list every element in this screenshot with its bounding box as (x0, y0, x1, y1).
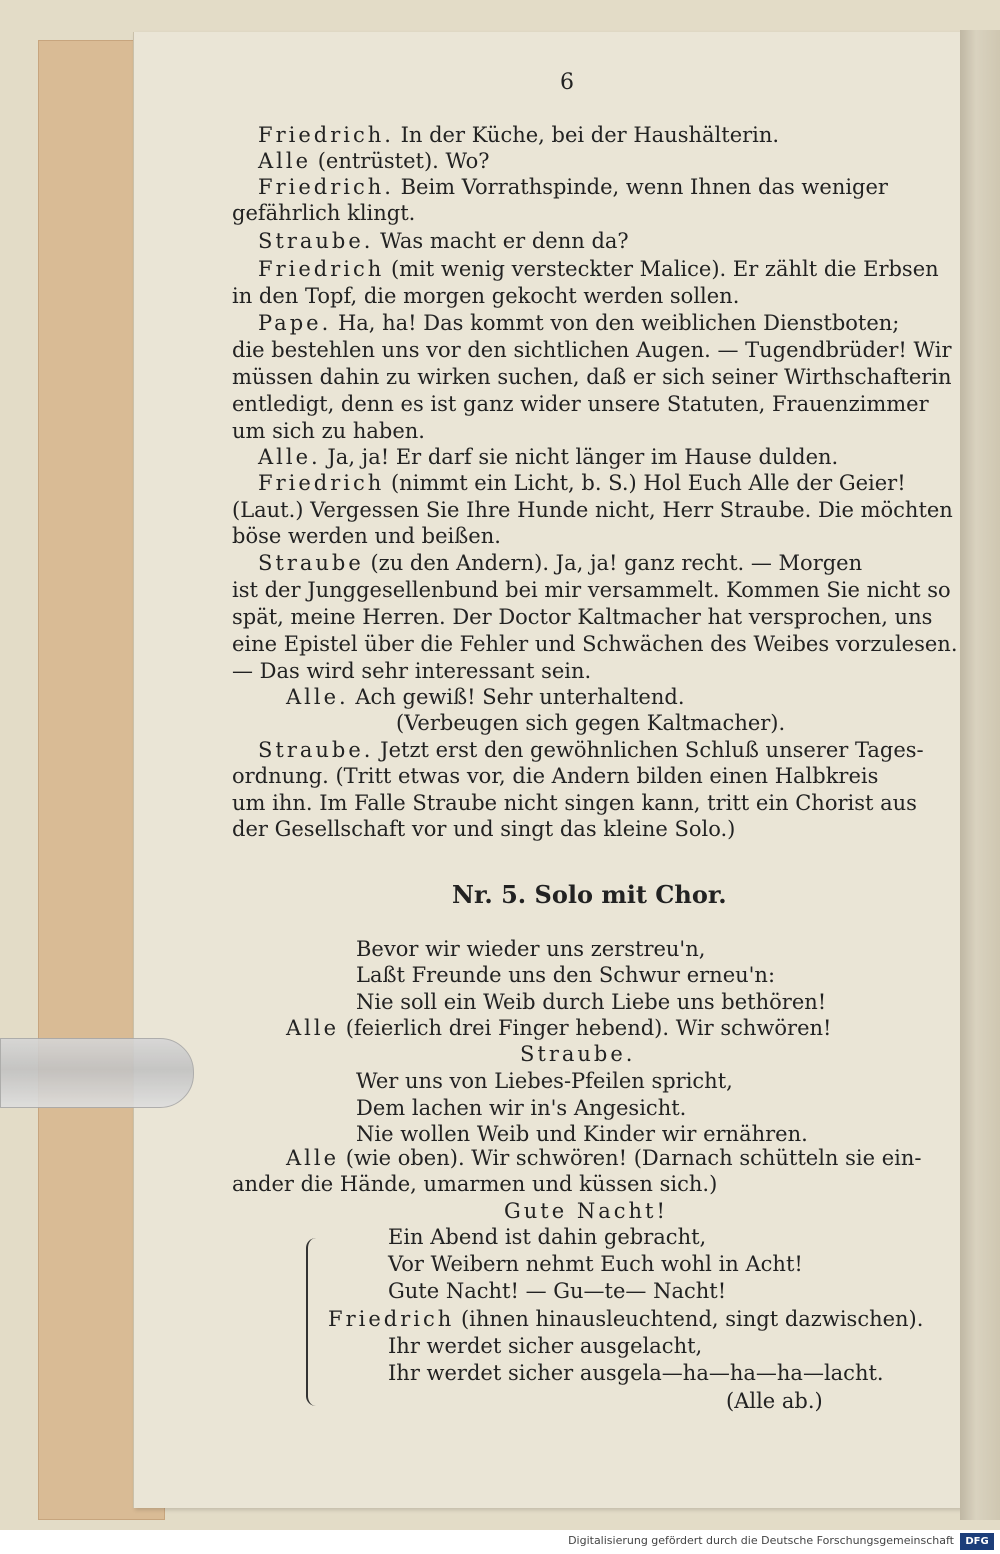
stage-direction: (Alle ab.) (726, 1389, 823, 1413)
text-line: gefährlich klingt. (232, 201, 416, 225)
verse-line: Ein Abend ist dahin gebracht, (388, 1225, 707, 1249)
verse-speaker: Gute Nacht! (504, 1199, 668, 1223)
text-line: um sich zu haben. (232, 419, 425, 443)
text-line: Friedrich. Beim Vorrathspinde, wenn Ihnen das weniger (258, 175, 888, 199)
text-line: Alle (entrüstet). Wo? (258, 149, 490, 173)
verse-line: Dem lachen wir in's Angesicht. (356, 1096, 687, 1120)
text-line: Alle. Ja, ja! Er darf sie nicht länger im Hause dulden. (258, 445, 839, 469)
text-line: ist der Junggesellenbund bei mir versammelt. Kommen Sie nicht so (232, 578, 951, 602)
brace-mark (306, 1238, 322, 1406)
text-line: ordnung. (Tritt etwas vor, die Andern bilden einen Halbkreis (232, 764, 879, 788)
text-line: Pape. Ha, ha! Das kommt von den weiblichen Dienstboten; (258, 311, 900, 335)
text-line: müssen dahin zu wirken suchen, daß er sich seiner Wirthschafterin (232, 365, 952, 389)
text-line: spät, meine Herren. Der Doctor Kaltmacher hat versprochen, uns (232, 605, 933, 629)
text-line: böse werden und beißen. (232, 524, 501, 548)
text-line: in den Topf, die morgen gekocht werden sollen. (232, 284, 740, 308)
verse-line: ander die Hände, umarmen und küssen sich.) (232, 1172, 718, 1196)
text-line: der Gesellschaft vor und singt das kleine Solo.) (232, 817, 736, 841)
verse-line: Alle (feierlich drei Finger hebend). Wir schwören! (286, 1016, 832, 1040)
text-line: Straube. Was macht er denn da? (258, 229, 629, 253)
footer-bar (0, 1530, 1000, 1554)
verse-line: Vor Weibern nehmt Euch wohl in Acht! (388, 1252, 803, 1276)
text-line: Straube (zu den Andern). Ja, ja! ganz recht. — Morgen (258, 551, 863, 575)
verse-line: Wer uns von Liebes-Pfeilen spricht, (356, 1069, 733, 1093)
verse-line: Friedrich (ihnen hinausleuchtend, singt dazwischen). (328, 1307, 924, 1331)
text-line: um ihn. Im Falle Straube nicht singen kann, tritt ein Chorist aus (232, 791, 917, 815)
verse-speaker: Straube. (520, 1042, 636, 1066)
text-line: Friedrich (mit wenig versteckter Malice). Er zählt die Erbsen (258, 257, 939, 281)
text-line: eine Epistel über die Fehler und Schwächen des Weibes vorzulesen. (232, 632, 958, 656)
verse-line: Ihr werdet sicher ausgela—ha—ha—ha—lacht. (388, 1361, 884, 1385)
verse-line: Nie wollen Weib und Kinder wir ernähren. (356, 1122, 808, 1146)
verse-line: Bevor wir wieder uns zerstreu'n, (356, 937, 706, 961)
text-line: (Verbeugen sich gegen Kaltmacher). (396, 711, 786, 735)
text-line: Friedrich (nimmt ein Licht, b. S.) Hol Euch Alle der Geier! (258, 471, 906, 495)
verse-line: Gute Nacht! — Gu—te— Nacht! (388, 1279, 727, 1303)
section-heading: Nr. 5. Solo mit Chor. (452, 880, 727, 909)
verse-line: Alle (wie oben). Wir schwören! (Darnach schütteln sie ein- (286, 1146, 922, 1170)
text-line: (Laut.) Vergessen Sie Ihre Hunde nicht, Herr Straube. Die möchten (232, 498, 953, 522)
verse-line: Ihr werdet sicher ausgelacht, (388, 1334, 703, 1358)
text-line: — Das wird sehr interessant sein. (232, 659, 592, 683)
dfg-logo: DFG (960, 1533, 994, 1550)
text-line: Friedrich. In der Küche, bei der Haushälterin. (258, 123, 780, 147)
verse-line: Laßt Freunde uns den Schwur erneu'n: (356, 963, 776, 987)
text-line: die bestehlen uns vor den sichtlichen Augen. — Tugendbrüder! Wir (232, 338, 952, 362)
page-number: 6 (560, 70, 574, 95)
text-line: Straube. Jetzt erst den gewöhnlichen Schluß unserer Tages- (258, 738, 924, 762)
footer-credit: Digitalisierung gefördert durch die Deutsche Forschungsgemeinschaft (568, 1534, 954, 1547)
text-line: Alle. Ach gewiß! Sehr unterhaltend. (286, 685, 685, 709)
text-line: entledigt, denn es ist ganz wider unsere Statuten, Frauenzimmer (232, 392, 929, 416)
scan-ruler (0, 1038, 194, 1108)
verse-line: Nie soll ein Weib durch Liebe uns bethören! (356, 990, 827, 1014)
